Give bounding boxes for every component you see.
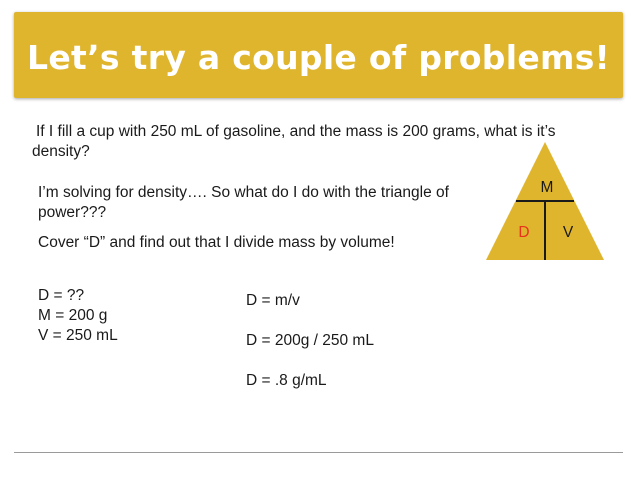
problem-text: If I fill a cup with 250 mL of gasoline, and the mass is 200 grams, what is it’s density? bbox=[32, 123, 556, 160]
title-banner bbox=[14, 12, 623, 98]
given-volume: V = 250 mL bbox=[38, 327, 118, 344]
triangle-volume-label: V bbox=[562, 224, 574, 241]
triangle-of-power-icon bbox=[484, 140, 606, 262]
triangle-density-label: D bbox=[518, 224, 530, 241]
givens-list bbox=[38, 286, 118, 346]
solution-steps bbox=[246, 291, 374, 411]
triangle-mass-label: M bbox=[540, 179, 554, 196]
question-line: I’m solving for density…. So what do I do with the triangle of power??? bbox=[38, 184, 449, 221]
footer-divider bbox=[14, 452, 623, 453]
answer-line: Cover “D” and find out that I divide mass by volume! bbox=[38, 234, 395, 251]
step-substitution: D = 200g / 250 mL bbox=[246, 332, 374, 349]
step-result: D = .8 g/mL bbox=[246, 372, 327, 389]
slide-title: Let’s try a couple of problems! bbox=[27, 38, 610, 77]
density-triangle bbox=[484, 140, 606, 262]
given-density: D = ?? bbox=[38, 287, 85, 304]
given-mass: M = 200 g bbox=[38, 307, 108, 324]
step-formula: D = m/v bbox=[246, 292, 300, 309]
